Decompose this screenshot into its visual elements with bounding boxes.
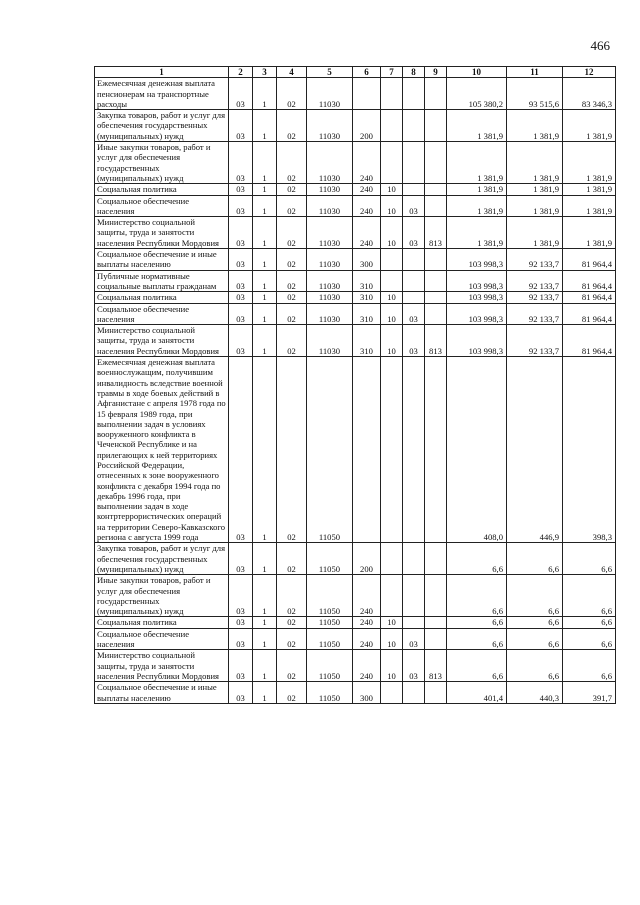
code-cell: [403, 142, 425, 184]
code-cell: 02: [277, 575, 307, 617]
code-cell: 240: [353, 575, 381, 617]
code-cell: 10: [381, 292, 403, 303]
amount-cell: 446,9: [507, 357, 563, 543]
code-cell: 1: [253, 292, 277, 303]
code-cell: 03: [229, 78, 253, 110]
table-body: [95, 78, 616, 704]
amount-cell: 6,6: [507, 650, 563, 682]
row-name-cell: Социальное обеспечение населения: [95, 195, 229, 217]
code-cell: 02: [277, 303, 307, 325]
code-cell: [425, 303, 447, 325]
code-cell: 1: [253, 78, 277, 110]
column-header: 8: [403, 67, 425, 78]
table-header-row: [95, 67, 616, 78]
row-name-cell: Социальное обеспечение населения: [95, 303, 229, 325]
code-cell: 02: [277, 249, 307, 271]
budget-table: [94, 66, 616, 704]
amount-cell: 6,6: [563, 575, 616, 617]
amount-cell: 6,6: [447, 543, 507, 575]
column-header: 1: [95, 67, 229, 78]
table-row: [95, 543, 616, 575]
amount-cell: 1 381,9: [563, 110, 616, 142]
code-cell: [403, 184, 425, 195]
code-cell: 03: [229, 184, 253, 195]
code-cell: 03: [229, 617, 253, 628]
code-cell: 310: [353, 270, 381, 292]
row-name-cell: Социальное обеспечение и иные выплаты населению: [95, 682, 229, 704]
amount-cell: 103 998,3: [447, 325, 507, 357]
code-cell: 11050: [307, 650, 353, 682]
amount-cell: 103 998,3: [447, 303, 507, 325]
code-cell: [403, 110, 425, 142]
column-header: 9: [425, 67, 447, 78]
amount-cell: 1 381,9: [507, 195, 563, 217]
code-cell: 02: [277, 292, 307, 303]
code-cell: [425, 575, 447, 617]
code-cell: 03: [403, 628, 425, 650]
column-header: 7: [381, 67, 403, 78]
table-row: [95, 110, 616, 142]
amount-cell: 81 964,4: [563, 270, 616, 292]
amount-cell: 92 133,7: [507, 249, 563, 271]
code-cell: 11030: [307, 270, 353, 292]
amount-cell: 440,3: [507, 682, 563, 704]
amount-cell: 6,6: [447, 628, 507, 650]
code-cell: 02: [277, 357, 307, 543]
amount-cell: 1 381,9: [447, 217, 507, 249]
amount-cell: 92 133,7: [507, 270, 563, 292]
amount-cell: 398,3: [563, 357, 616, 543]
code-cell: [353, 357, 381, 543]
table-row: [95, 249, 616, 271]
code-cell: [403, 575, 425, 617]
code-cell: [425, 357, 447, 543]
amount-cell: 6,6: [563, 543, 616, 575]
code-cell: [425, 617, 447, 628]
row-name-cell: Иные закупки товаров, работ и услуг для обеспечения государственных (муниципальных) нужд: [95, 575, 229, 617]
amount-cell: 391,7: [563, 682, 616, 704]
code-cell: 03: [229, 142, 253, 184]
row-name-cell: Закупка товаров, работ и услуг для обеспечения государственных (муниципальных) нужд: [95, 110, 229, 142]
amount-cell: 92 133,7: [507, 292, 563, 303]
code-cell: 03: [403, 217, 425, 249]
code-cell: 1: [253, 650, 277, 682]
row-name-cell: Иные закупки товаров, работ и услуг для обеспечения государственных (муниципальных) нужд: [95, 142, 229, 184]
amount-cell: 81 964,4: [563, 325, 616, 357]
code-cell: 03: [229, 249, 253, 271]
code-cell: 11030: [307, 184, 353, 195]
amount-cell: 6,6: [507, 628, 563, 650]
column-header: 2: [229, 67, 253, 78]
code-cell: 1: [253, 142, 277, 184]
amount-cell: 1 381,9: [563, 217, 616, 249]
table-row: [95, 628, 616, 650]
table-row: [95, 650, 616, 682]
amount-cell: 6,6: [447, 617, 507, 628]
amount-cell: 6,6: [563, 628, 616, 650]
code-cell: 11050: [307, 628, 353, 650]
code-cell: 02: [277, 325, 307, 357]
code-cell: 1: [253, 249, 277, 271]
code-cell: 02: [277, 650, 307, 682]
row-name-cell: Министерство социальной защиты, труда и занятости населения Республики Мордовия: [95, 217, 229, 249]
code-cell: 03: [403, 650, 425, 682]
amount-cell: 408,0: [447, 357, 507, 543]
code-cell: 02: [277, 110, 307, 142]
code-cell: [403, 78, 425, 110]
row-name-cell: Социальная политика: [95, 292, 229, 303]
amount-cell: 81 964,4: [563, 303, 616, 325]
code-cell: 1: [253, 195, 277, 217]
amount-cell: 6,6: [563, 617, 616, 628]
code-cell: 03: [229, 650, 253, 682]
code-cell: 240: [353, 650, 381, 682]
amount-cell: 6,6: [447, 575, 507, 617]
table-row: [95, 217, 616, 249]
code-cell: 11050: [307, 682, 353, 704]
amount-cell: 1 381,9: [563, 195, 616, 217]
code-cell: 240: [353, 142, 381, 184]
code-cell: 03: [403, 195, 425, 217]
code-cell: 02: [277, 78, 307, 110]
column-header: 3: [253, 67, 277, 78]
amount-cell: 6,6: [507, 617, 563, 628]
amount-cell: 401,4: [447, 682, 507, 704]
code-cell: 02: [277, 217, 307, 249]
code-cell: 11050: [307, 543, 353, 575]
code-cell: 11030: [307, 217, 353, 249]
code-cell: 1: [253, 270, 277, 292]
code-cell: 240: [353, 628, 381, 650]
amount-cell: 1 381,9: [447, 184, 507, 195]
code-cell: 03: [229, 628, 253, 650]
row-name-cell: Министерство социальной защиты, труда и занятости населения Республики Мордовия: [95, 325, 229, 357]
code-cell: [425, 249, 447, 271]
amount-cell: 83 346,3: [563, 78, 616, 110]
code-cell: 02: [277, 628, 307, 650]
amount-cell: 6,6: [563, 650, 616, 682]
code-cell: [403, 249, 425, 271]
code-cell: 11050: [307, 617, 353, 628]
code-cell: 1: [253, 303, 277, 325]
code-cell: 11030: [307, 78, 353, 110]
code-cell: 10: [381, 184, 403, 195]
code-cell: 03: [229, 270, 253, 292]
code-cell: [381, 357, 403, 543]
code-cell: 1: [253, 217, 277, 249]
table-row: [95, 142, 616, 184]
code-cell: 10: [381, 303, 403, 325]
table-row: [95, 325, 616, 357]
code-cell: 11030: [307, 142, 353, 184]
code-cell: 1: [253, 110, 277, 142]
code-cell: 02: [277, 142, 307, 184]
code-cell: 310: [353, 292, 381, 303]
code-cell: [403, 682, 425, 704]
table-row: [95, 303, 616, 325]
row-name-cell: Министерство социальной защиты, труда и занятости населения Республики Мордовия: [95, 650, 229, 682]
amount-cell: 1 381,9: [447, 195, 507, 217]
code-cell: 10: [381, 650, 403, 682]
code-cell: [425, 142, 447, 184]
row-name-cell: Закупка товаров, работ и услуг для обеспечения государственных (муниципальных) нужд: [95, 543, 229, 575]
amount-cell: 1 381,9: [563, 184, 616, 195]
table-row: [95, 78, 616, 110]
code-cell: 02: [277, 184, 307, 195]
amount-cell: 93 515,6: [507, 78, 563, 110]
code-cell: 240: [353, 217, 381, 249]
code-cell: [381, 78, 403, 110]
code-cell: [381, 575, 403, 617]
code-cell: [381, 543, 403, 575]
table-row: [95, 617, 616, 628]
code-cell: [425, 628, 447, 650]
code-cell: 03: [229, 543, 253, 575]
amount-cell: 6,6: [507, 543, 563, 575]
code-cell: 300: [353, 249, 381, 271]
code-cell: [425, 292, 447, 303]
code-cell: 240: [353, 617, 381, 628]
row-name-cell: Ежемесячная денежная выплата военнослужащим, получившим инвалидность вследствие военной травмы в ходе боевых действий в Афганистане с апреля 1978 года по 15 февраля 1989 года, при выполнении задач в условиях вооруженного конфликта в Чеченской Республике и на прилегающих к ней территориях Российской Федерации, отнесенных к зоне вооруженного конфликта с декабря 1994 года по декабрь 1996 года, при выполнении задач в ходе контртеррористических операций на территории Северо-Кавказского региона с августа 1999 года: [95, 357, 229, 543]
code-cell: 11030: [307, 325, 353, 357]
code-cell: 1: [253, 357, 277, 543]
code-cell: 03: [229, 682, 253, 704]
code-cell: [425, 270, 447, 292]
table-row: [95, 184, 616, 195]
table-row: [95, 270, 616, 292]
code-cell: [381, 142, 403, 184]
amount-cell: 1 381,9: [447, 142, 507, 184]
amount-cell: 81 964,4: [563, 249, 616, 271]
table-row: [95, 292, 616, 303]
amount-cell: 1 381,9: [563, 142, 616, 184]
row-name-cell: Ежемесячная денежная выплата пенсионерам на транспортные расходы: [95, 78, 229, 110]
amount-cell: 1 381,9: [447, 110, 507, 142]
amount-cell: 81 964,4: [563, 292, 616, 303]
code-cell: [425, 78, 447, 110]
code-cell: 10: [381, 617, 403, 628]
amount-cell: 1 381,9: [507, 142, 563, 184]
row-name-cell: Социальная политика: [95, 184, 229, 195]
table-row: [95, 195, 616, 217]
amount-cell: 105 380,2: [447, 78, 507, 110]
column-header: 12: [563, 67, 616, 78]
code-cell: [381, 270, 403, 292]
amount-cell: 1 381,9: [507, 184, 563, 195]
column-header: 11: [507, 67, 563, 78]
code-cell: 03: [403, 325, 425, 357]
code-cell: 02: [277, 270, 307, 292]
code-cell: 10: [381, 325, 403, 357]
code-cell: 03: [229, 575, 253, 617]
amount-cell: 103 998,3: [447, 270, 507, 292]
column-header: 4: [277, 67, 307, 78]
table-row: [95, 575, 616, 617]
code-cell: 02: [277, 195, 307, 217]
code-cell: 1: [253, 325, 277, 357]
code-cell: 200: [353, 543, 381, 575]
code-cell: [381, 249, 403, 271]
amount-cell: 6,6: [507, 575, 563, 617]
code-cell: 240: [353, 195, 381, 217]
code-cell: 03: [229, 357, 253, 543]
code-cell: 10: [381, 628, 403, 650]
code-cell: 11050: [307, 575, 353, 617]
code-cell: 11030: [307, 195, 353, 217]
code-cell: [425, 110, 447, 142]
code-cell: [403, 617, 425, 628]
column-header: 10: [447, 67, 507, 78]
code-cell: 1: [253, 543, 277, 575]
table-row: [95, 682, 616, 704]
code-cell: [425, 543, 447, 575]
code-cell: 03: [229, 217, 253, 249]
code-cell: 1: [253, 628, 277, 650]
code-cell: [425, 195, 447, 217]
row-name-cell: Социальное обеспечение и иные выплаты населению: [95, 249, 229, 271]
code-cell: [403, 270, 425, 292]
code-cell: 11030: [307, 292, 353, 303]
amount-cell: 92 133,7: [507, 325, 563, 357]
code-cell: 200: [353, 110, 381, 142]
code-cell: 10: [381, 217, 403, 249]
code-cell: [403, 543, 425, 575]
code-cell: [403, 357, 425, 543]
code-cell: 240: [353, 184, 381, 195]
code-cell: 11030: [307, 110, 353, 142]
code-cell: 02: [277, 543, 307, 575]
code-cell: 03: [229, 110, 253, 142]
code-cell: 1: [253, 617, 277, 628]
code-cell: 02: [277, 617, 307, 628]
page-number: 466: [590, 38, 610, 53]
code-cell: 813: [425, 325, 447, 357]
row-name-cell: Публичные нормативные социальные выплаты гражданам: [95, 270, 229, 292]
code-cell: 1: [253, 575, 277, 617]
code-cell: [381, 682, 403, 704]
code-cell: 10: [381, 195, 403, 217]
column-header: 5: [307, 67, 353, 78]
row-name-cell: Социальное обеспечение населения: [95, 628, 229, 650]
code-cell: [425, 184, 447, 195]
code-cell: 03: [229, 325, 253, 357]
code-cell: 03: [229, 195, 253, 217]
amount-cell: 103 998,3: [447, 249, 507, 271]
code-cell: 03: [229, 303, 253, 325]
amount-cell: 103 998,3: [447, 292, 507, 303]
code-cell: 11050: [307, 357, 353, 543]
code-cell: 310: [353, 303, 381, 325]
code-cell: 02: [277, 682, 307, 704]
code-cell: 813: [425, 217, 447, 249]
amount-cell: 1 381,9: [507, 217, 563, 249]
code-cell: [353, 78, 381, 110]
code-cell: 03: [229, 292, 253, 303]
code-cell: [403, 292, 425, 303]
table-row: [95, 357, 616, 543]
code-cell: 11030: [307, 249, 353, 271]
row-name-cell: Социальная политика: [95, 617, 229, 628]
code-cell: 813: [425, 650, 447, 682]
column-header: 6: [353, 67, 381, 78]
code-cell: [381, 110, 403, 142]
code-cell: [425, 682, 447, 704]
code-cell: 300: [353, 682, 381, 704]
code-cell: 1: [253, 184, 277, 195]
code-cell: 11030: [307, 303, 353, 325]
amount-cell: 92 133,7: [507, 303, 563, 325]
amount-cell: 6,6: [447, 650, 507, 682]
code-cell: 310: [353, 325, 381, 357]
code-cell: 1: [253, 682, 277, 704]
code-cell: 03: [403, 303, 425, 325]
amount-cell: 1 381,9: [507, 110, 563, 142]
